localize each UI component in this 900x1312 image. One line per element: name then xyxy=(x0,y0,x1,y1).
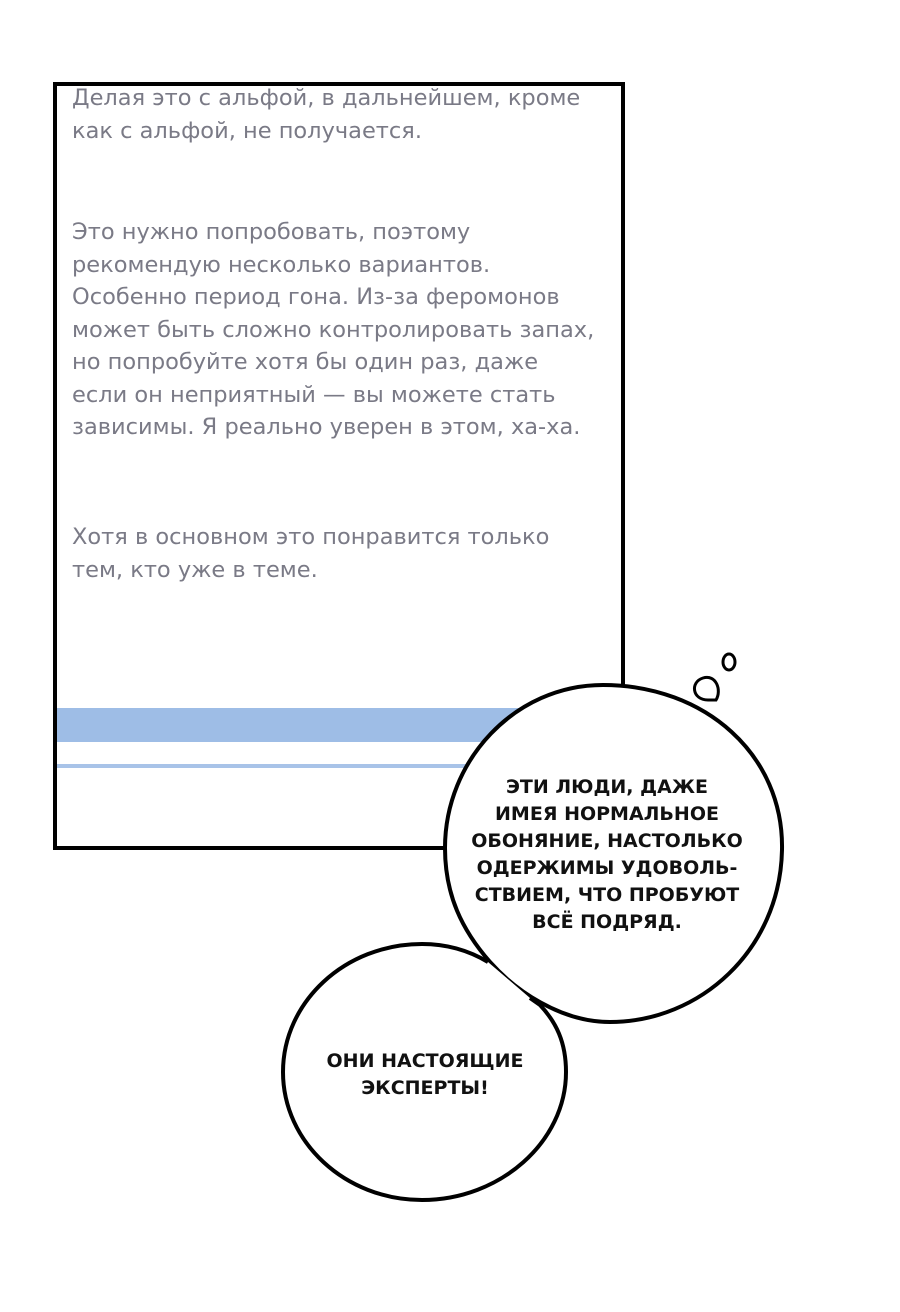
text-line: Это нужно попробовать, поэтому xyxy=(72,219,471,245)
text-line: зависимы. Я реально уверен в этом, ха-ха. xyxy=(72,414,581,440)
text-line: если он неприятный — вы можете стать xyxy=(72,381,556,408)
text-line: тем, кто уже в теме. xyxy=(72,556,318,583)
text-line: но попробуйте хотя бы один раз, даже xyxy=(72,349,539,375)
text-line: как с альфой, не получается. xyxy=(72,117,422,144)
text-line: ОБОНЯНИЕ, НАСТОЛЬКО xyxy=(471,830,743,852)
text-line: ЭКСПЕРТЫ! xyxy=(361,1077,489,1099)
thought-dot-large xyxy=(694,677,718,700)
text-line: ЭТИ ЛЮДИ, ДАЖЕ xyxy=(505,776,709,798)
text-line: ОНИ НАСТОЯЩИЕ xyxy=(326,1050,524,1072)
speech-bubble-text xyxy=(290,1048,560,1102)
text-line: ИМЕЯ НОРМАЛЬНОЕ xyxy=(495,803,719,825)
text-line: может быть сложно контролировать запах, xyxy=(72,316,595,343)
speech-bubble-text xyxy=(452,774,762,936)
text-line: Хотя в основном это понравится только xyxy=(72,524,550,550)
text-line: ВСЁ ПОДРЯД. xyxy=(532,911,682,933)
thought-dot-small xyxy=(723,654,735,670)
text-line: рекомендую несколько вариантов. xyxy=(72,251,491,278)
text-line: Делая это с альфой, в дальнейшем, кроме xyxy=(72,85,581,111)
text-line: ОДЕРЖИМЫ УДОВОЛЬ- xyxy=(476,857,738,879)
text-line: СТВИЕМ, ЧТО ПРОБУЮТ xyxy=(474,884,740,906)
text-line: Особенно период гона. Из-за феромонов xyxy=(72,284,560,310)
